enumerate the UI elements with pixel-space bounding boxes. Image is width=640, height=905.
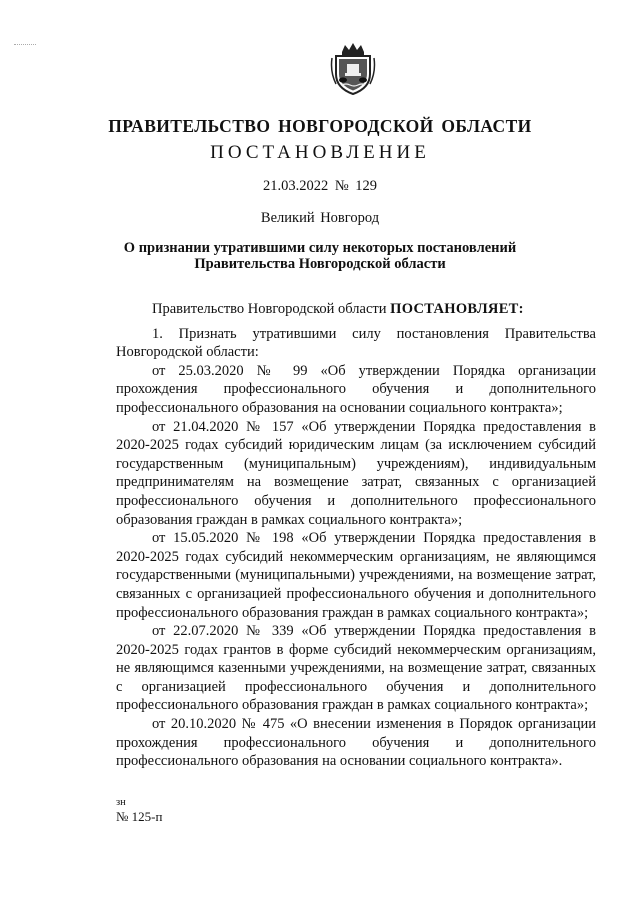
author-initials: зн	[116, 797, 126, 808]
subject-line-2: Правительства Новгородской области	[194, 256, 446, 272]
government-title: ПРАВИТЕЛЬСТВО НОВГОРОДСКОЙ ОБЛАСТИ	[108, 116, 532, 136]
intro-paragraph	[116, 300, 596, 319]
decree-word: ПОСТАНОВЛЯЕТ:	[390, 301, 524, 317]
item-1-paragraph: 1. Признать утратившими силу постановления Правительства Новгородской области:	[116, 325, 596, 361]
document-subject	[0, 240, 640, 272]
repealed-decree-item: от 21.04.2020 № 157 «Об утверждении Порядка предоставления в 2020-2025 годах субсидий юридическим лицам (за исключением субсидий государственным (муниципальным) учреждениям), индивидуальным предпринимателям на возмещение затрат, связанных с организацией профессионального обучения и дополнительного профессионального образования граждан в рамках социального контракта»;	[116, 418, 596, 528]
repealed-decree-item: от 15.05.2020 № 198 «Об утверждении Порядка предоставления в 2020-2025 годах субсидий некоммерческим организациям, не являющимся государственными (муниципальными) учреждениями, на возмещение затрат, связанных с организацией профессионального обучения и дополнительного профессионального образования граждан в рамках социального контракта»;	[116, 530, 596, 621]
repealed-decree-item: от 22.07.2020 № 339 «Об утверждении Порядка предоставления в 2020-2025 годах грантов в форме субсидий некоммерческим организациям, не являющимся казенными учреждениями, на возмещение затрат, связанных с организацией профессионального обучения и дополнительного профессионального образования граждан в рамках социального контракта»;	[116, 623, 596, 714]
document-body	[116, 300, 596, 771]
novgorod-coat-of-arms-icon	[330, 42, 376, 96]
document-footer	[116, 796, 162, 824]
draft-number: № 125-п	[116, 809, 163, 824]
document-city: Великий Новгород	[260, 210, 380, 226]
document-date-number: 21.03.2022 № 129	[262, 178, 378, 194]
subject-line-1: О признании утратившими силу некоторых постановлений	[123, 240, 517, 256]
repealed-decree-item: от 20.10.2020 № 475 «О внесении изменения в Порядок организации прохождения профессионального обучения и дополнительного профессионального образования на основании социального контракта».	[116, 716, 596, 770]
document-type: ПОСТАНОВЛЕНИЕ	[210, 142, 430, 163]
intro-text: Правительство Новгородской области	[152, 301, 391, 317]
scan-artifact	[14, 44, 36, 47]
repealed-decree-item: от 25.03.2020 № 99 «Об утверждении Порядка организации прохождения профессионального обучения и дополнительного профессионального образования на основании социального контракта»;	[116, 362, 596, 416]
